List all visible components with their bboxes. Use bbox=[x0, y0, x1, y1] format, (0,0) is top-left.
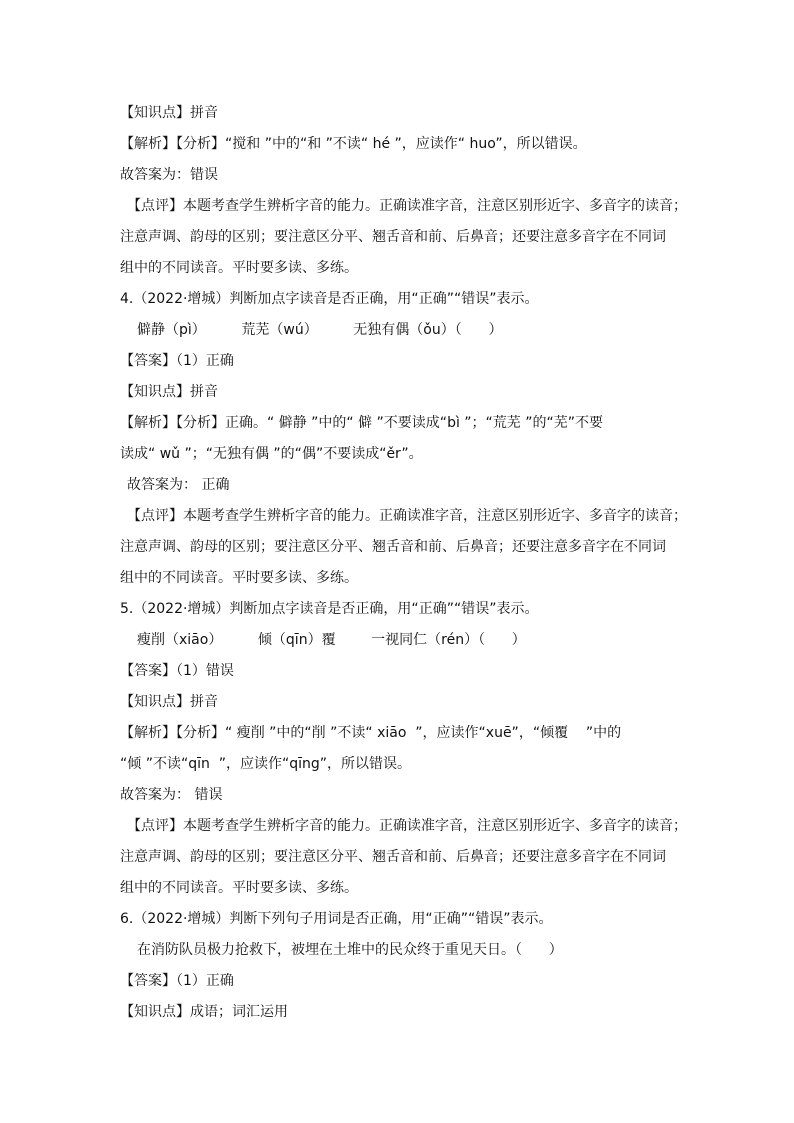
text-line: “倾 ”不读“qīn ”，应读作“qīng”，所以错误。 bbox=[120, 756, 412, 772]
text-line: 【知识点】拼音 bbox=[120, 105, 218, 121]
text-line: 故答案为： 错误 bbox=[120, 787, 223, 803]
text-line: 读成“ wǔ ”；“无独有偶 ”的“偶”不要读成“ěr”。 bbox=[120, 446, 423, 462]
text-line: 故答案为：错误 bbox=[120, 167, 218, 183]
text-line: 【点评】本题考查学生辨析字音的能力。正确读准字音，注意区别形近字、多音字的读音； bbox=[127, 198, 687, 214]
text-line: 组中的不同读音。平时要多读、多练。 bbox=[120, 880, 358, 896]
question-heading: 4.（2022·增城）判断加点字读音是否正确，用“正确”“错误”表示。 bbox=[120, 291, 539, 307]
text-line: 注意声调、韵母的区别；要注意区分平、翘舌音和前、后鼻音；还要注意多音字在不同词 bbox=[120, 849, 666, 865]
text-line: 组中的不同读音。平时要多读、多练。 bbox=[120, 570, 358, 586]
text-line: 【解析】【分析】正确。“ 僻静 ”中的“ 僻 ”不要读成“bì ”；“荒芜 ”的“芜”不要 bbox=[120, 415, 604, 431]
text-line: 注意声调、韵母的区别；要注意区分平、翘舌音和前、后鼻音；还要注意多音字在不同词 bbox=[120, 539, 666, 555]
text-line: 注意声调、韵母的区别；要注意区分平、翘舌音和前、后鼻音；还要注意多音字在不同词 bbox=[120, 229, 666, 245]
question-options: 僻静（pì） 荒芜（wú） 无独有偶（ǒu）（ ） bbox=[137, 322, 503, 338]
text-line: 【答案】（1）正确 bbox=[120, 353, 234, 369]
question-options: 瘦削（xiāo） 倾（qīn）覆 一视同仁（rén）（ ） bbox=[137, 632, 526, 648]
text-line: 【知识点】成语；词汇运用 bbox=[120, 1004, 288, 1020]
text-line: 【解析】【分析】“搅和 ”中的“和 ”不读“ hé ”，应读作“ huo”，所以错误。 bbox=[120, 136, 587, 152]
text-line: 故答案为： 正确 bbox=[127, 477, 230, 493]
text-line: 【知识点】拼音 bbox=[120, 694, 218, 710]
text-line: 【答案】（1）正确 bbox=[120, 973, 234, 989]
text-line: 【解析】【分析】“ 瘦削 ”中的“削 ”不读“ xiāo ”，应读作“xuē”，“倾覆 ”中的 bbox=[120, 725, 622, 741]
text-line: 组中的不同读音。平时要多读、多练。 bbox=[120, 260, 358, 276]
text-line: 【点评】本题考查学生辨析字音的能力。正确读准字音，注意区别形近字、多音字的读音； bbox=[127, 508, 687, 524]
question-sentence: 在消防队员极力抢救下，被埋在土堆中的民众终于重见天日。（ ） bbox=[137, 942, 563, 958]
text-line: 【答案】（1）错误 bbox=[120, 663, 234, 679]
text-line: 【知识点】拼音 bbox=[120, 384, 218, 400]
question-heading: 5.（2022·增城）判断加点字读音是否正确，用“正确”“错误”表示。 bbox=[120, 601, 539, 617]
question-heading: 6.（2022·增城）判断下列句子用词是否正确，用“正确”“错误”表示。 bbox=[120, 911, 553, 927]
text-line: 【点评】本题考查学生辨析字音的能力。正确读准字音，注意区别形近字、多音字的读音； bbox=[127, 818, 687, 834]
